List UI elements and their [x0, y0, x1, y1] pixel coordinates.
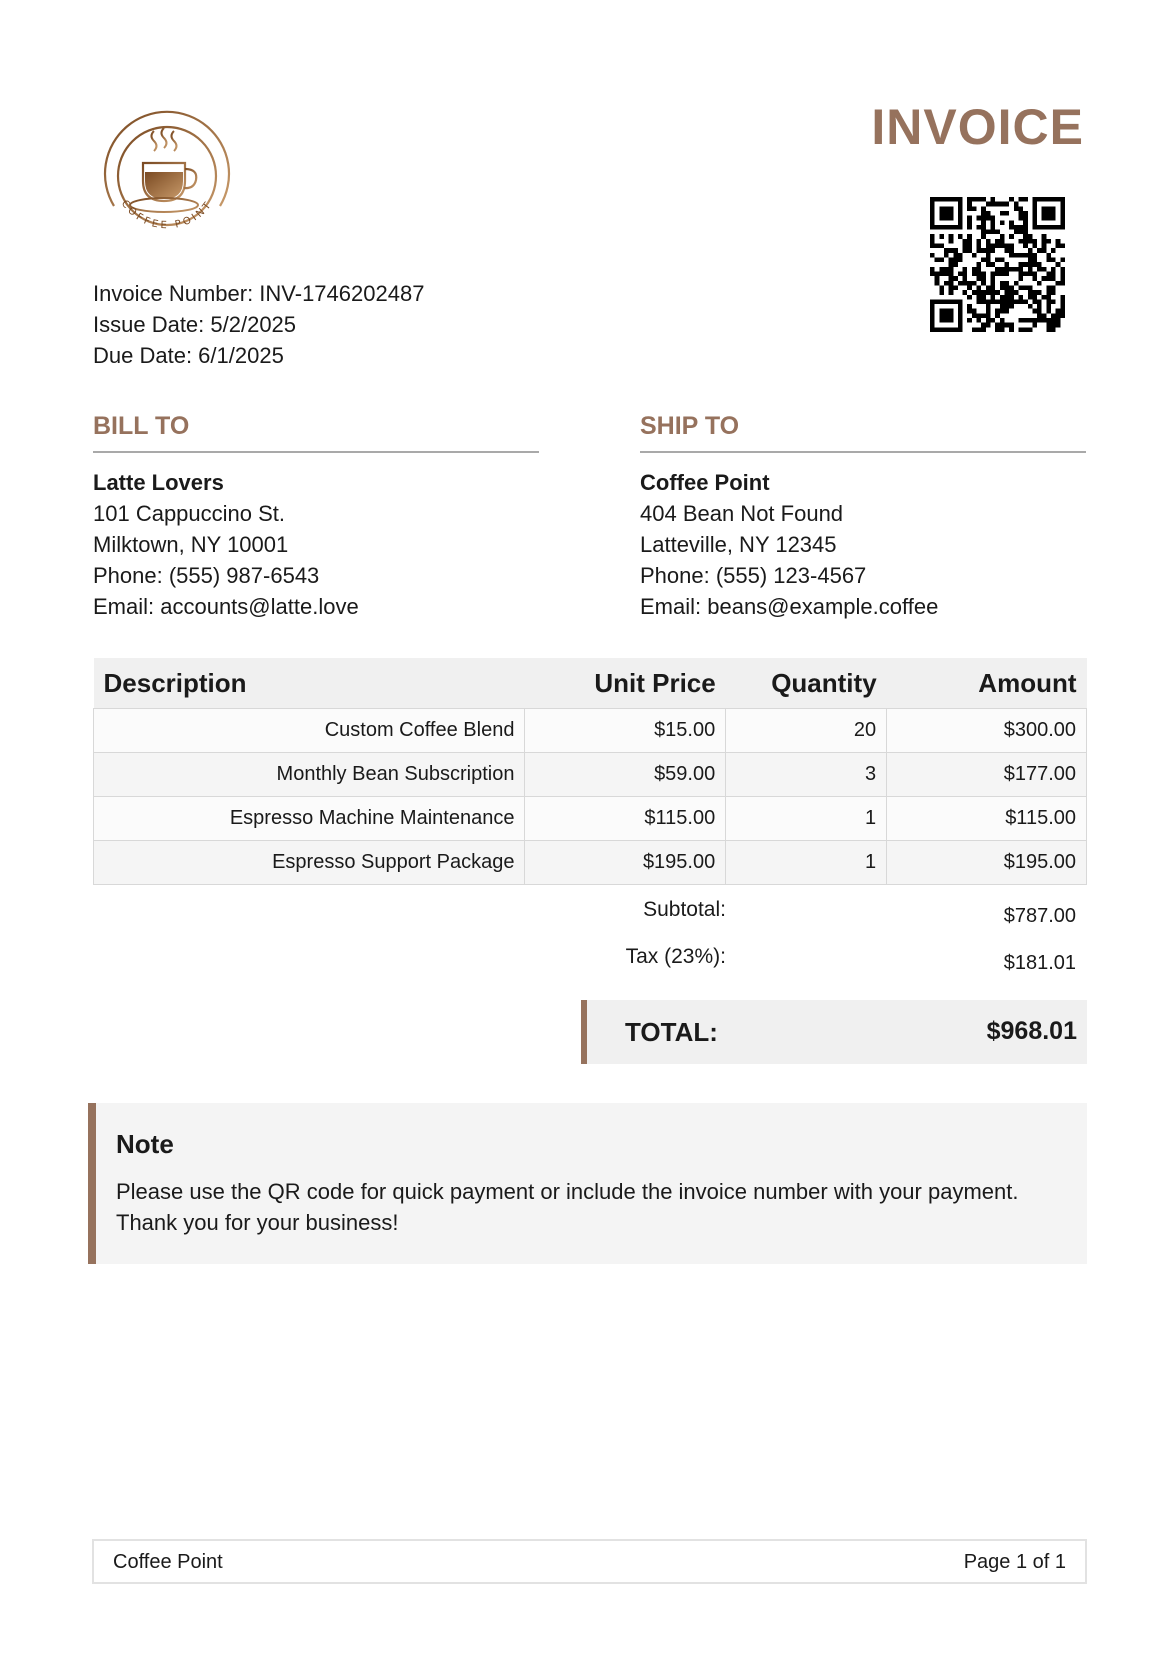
bill-to-name: Latte Lovers	[93, 470, 224, 495]
item-unit-price: $195.00	[525, 841, 726, 885]
ship-to-city: Latteville, NY 12345	[640, 532, 837, 557]
note-line-1: Please use the QR code for quick payment or include the invoice number with your payment.	[116, 1179, 1019, 1204]
tax-label: Tax (23%):	[625, 945, 726, 968]
table-header-row	[94, 658, 1087, 709]
qr-code[interactable]	[930, 197, 1065, 332]
subtotal-label: Subtotal:	[643, 898, 726, 921]
item-quantity: 1	[726, 797, 887, 841]
tax-value: $181.01	[1003, 952, 1076, 974]
page-number: Page 1 of 1	[963, 1551, 1066, 1573]
item-description: Espresso Machine Maintenance	[94, 797, 525, 841]
line-items-table	[93, 658, 1087, 885]
bill-to-heading: BILL TO	[93, 412, 539, 453]
item-amount: $115.00	[887, 797, 1087, 841]
note-box	[88, 1103, 1087, 1264]
item-quantity: 1	[726, 841, 887, 885]
invoice-meta	[93, 278, 424, 371]
page-footer	[92, 1539, 1087, 1584]
bill-to-street: 101 Cappuccino St.	[93, 501, 286, 526]
column-header-description: Description	[94, 658, 525, 709]
item-description: Espresso Support Package	[94, 841, 525, 885]
item-description: Custom Coffee Blend	[94, 709, 525, 753]
total-value: $968.01	[986, 1017, 1077, 1045]
item-description: Monthly Bean Subscription	[94, 753, 525, 797]
item-quantity: 3	[726, 753, 887, 797]
due-date: Due Date: 6/1/2025	[93, 343, 284, 368]
coffee-point-logo	[96, 106, 238, 248]
bill-to-email: Email: accounts@latte.love	[93, 594, 359, 619]
ship-to-email: Email: beans@example.coffee	[640, 594, 939, 619]
invoice-number: Invoice Number: INV-1746202487	[93, 281, 425, 306]
ship-to-phone: Phone: (555) 123-4567	[640, 563, 867, 588]
subtotal-value: $787.00	[1003, 905, 1076, 927]
total-label: TOTAL:	[625, 1017, 718, 1047]
column-header-quantity: Quantity	[726, 658, 887, 709]
issue-date: Issue Date: 5/2/2025	[93, 312, 297, 337]
invoice-title: INVOICE	[871, 99, 1084, 155]
column-header-amount: Amount	[887, 658, 1087, 709]
table-row	[94, 797, 1087, 841]
ship-to-heading: SHIP TO	[640, 412, 1086, 453]
table-row	[94, 841, 1087, 885]
note-line-2: Thank you for your business!	[116, 1210, 399, 1235]
svg-text:COFFEE POINT: COFFEE POINT	[118, 198, 216, 232]
ship-to-section	[640, 412, 1086, 622]
bill-to-city: Milktown, NY 10001	[93, 532, 289, 557]
item-amount: $300.00	[887, 709, 1087, 753]
item-amount: $177.00	[887, 753, 1087, 797]
item-quantity: 20	[726, 709, 887, 753]
item-amount: $195.00	[887, 841, 1087, 885]
ship-to-name: Coffee Point	[640, 470, 770, 495]
item-unit-price: $115.00	[525, 797, 726, 841]
table-row	[94, 753, 1087, 797]
grand-total-box	[581, 1000, 1087, 1064]
item-unit-price: $15.00	[525, 709, 726, 753]
ship-to-street: 404 Bean Not Found	[640, 501, 844, 526]
column-header-unit-price: Unit Price	[525, 658, 726, 709]
item-unit-price: $59.00	[525, 753, 726, 797]
bill-to-section	[93, 412, 539, 622]
footer-company: Coffee Point	[113, 1551, 223, 1573]
bill-to-phone: Phone: (555) 987-6543	[93, 563, 320, 588]
table-row	[94, 709, 1087, 753]
note-title: Note	[116, 1129, 174, 1159]
